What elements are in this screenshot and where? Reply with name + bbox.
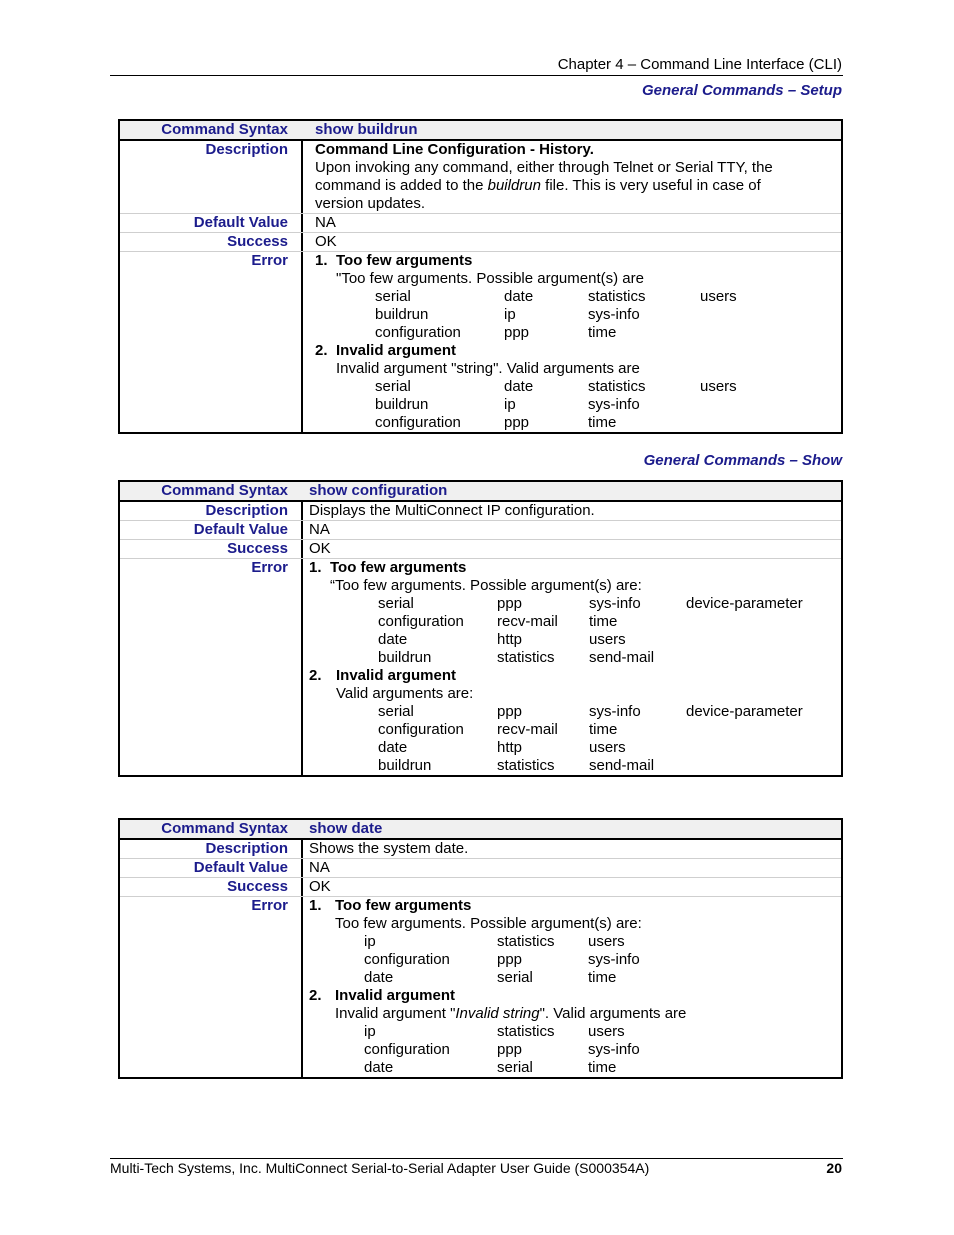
argument-cell: time [589,613,618,630]
error2-text: Invalid argument "string". Valid arguments are [336,360,640,377]
argument-cell: device-parameter [686,703,803,720]
argument-cell: time [588,324,617,341]
description-label: Description [205,141,288,158]
argument-cell: users [700,378,737,395]
argument-cell: statistics [588,378,646,395]
argument-cell: recv-mail [497,613,558,630]
argument-cell: ppp [504,414,530,431]
error2-title: Invalid argument [336,667,457,684]
argument-cell: statistics [588,288,646,305]
argument-cell: sys-info [588,306,640,323]
error2-title: Invalid argument [336,342,457,359]
description-text-post: file. This is very useful in case of version updates. [315,177,761,212]
argument-cell [700,414,800,432]
argument-cell: serial [497,1059,533,1076]
argument-cell: http [497,739,523,756]
error1-title: Too few arguments [330,559,467,576]
argument-cell: configuration [378,721,464,738]
description-value [301,141,841,213]
error-value [301,252,841,432]
default-label: Default Value [193,214,288,231]
error2-text-em: Invalid string [455,1005,540,1022]
argument-cell: sys-info [588,951,640,968]
argument-cell: sys-info [588,1041,640,1058]
argument-cell: send-mail [589,757,655,774]
header-rule [110,75,843,76]
argument-cell: sys-info [588,396,640,413]
argument-cell: ppp [497,1041,523,1058]
description-text-em: buildrun [487,177,541,194]
argument-cell: statistics [497,1023,555,1040]
default-value: NA [315,214,336,231]
footer-rule [110,1158,843,1159]
section-title-setup: General Commands – Setup [641,82,842,99]
error1-args [309,933,841,987]
error1-number: 1. [315,252,328,269]
argument-cell: users [700,288,737,305]
description-value: Displays the MultiConnect IP configuration. [309,502,595,519]
syntax-value: show configuration [309,482,448,499]
argument-cell: users [589,739,626,756]
error2-number: 2. [309,667,322,684]
argument-cell: configuration [364,951,450,968]
argument-cell: time [589,721,618,738]
error-label: Error [251,559,288,576]
command-table-show-configuration [118,480,843,777]
argument-cell: users [588,1023,625,1040]
argument-cell: date [364,1059,394,1076]
error-label: Error [251,252,288,269]
argument-cell: ip [364,1023,376,1040]
error1-number: 1. [309,559,322,576]
success-label: Success [227,540,288,557]
error2-args [315,378,841,432]
error1-number: 1. [309,897,322,914]
argument-cell: statistics [497,933,555,950]
syntax-value: show date [309,820,383,837]
argument-cell: date [378,631,408,648]
argument-cell: ppp [497,951,523,968]
argument-cell [686,613,836,631]
argument-cell: sys-info [589,595,641,612]
argument-cell: statistics [497,649,555,666]
argument-cell: send-mail [589,649,655,666]
argument-cell: sys-info [589,703,641,720]
argument-cell [686,757,836,775]
syntax-label: Command Syntax [161,121,288,138]
argument-cell: ip [504,396,516,413]
command-table-show-buildrun [118,119,843,434]
error1-title: Too few arguments [335,897,472,914]
error1-text: “Too few arguments. Possible argument(s) are: [330,577,642,594]
error2-text: Valid arguments are: [336,685,474,702]
argument-cell [700,324,800,342]
argument-cell: serial [378,595,414,612]
syntax-label: Command Syntax [161,820,288,837]
chapter-title: Chapter 4 – Command Line Interface (CLI) [557,56,842,73]
argument-cell: time [588,969,617,986]
error2-number: 2. [309,987,322,1004]
success-value: OK [315,233,337,250]
argument-cell [700,306,800,324]
section-title-show: General Commands – Show [643,452,842,469]
command-table-show-date [118,818,843,1079]
argument-cell: configuration [375,414,461,431]
success-label: Success [227,233,288,250]
error1-title: Too few arguments [336,252,473,269]
argument-cell: buildrun [378,757,432,774]
argument-cell: http [497,631,523,648]
argument-cell: configuration [364,1041,450,1058]
argument-cell: configuration [378,613,464,630]
argument-cell: time [588,1059,617,1076]
error2-number: 2. [315,342,328,359]
error2-text-pre: Invalid argument " [335,1005,456,1022]
error1-args [309,595,841,667]
argument-cell: serial [375,288,411,305]
description-text-pre: Upon invoking any command, either through Telnet or Serial TTY, the command is added to the [315,159,773,194]
argument-cell: ppp [504,324,530,341]
argument-cell: users [589,631,626,648]
description-value: Shows the system date. [309,840,469,857]
description-label: Description [205,502,288,519]
error1-text: "Too few arguments. Possible argument(s) are [336,270,644,287]
argument-cell: configuration [375,324,461,341]
error-value [301,559,841,775]
error-label: Error [251,897,288,914]
argument-cell: serial [378,703,414,720]
description-title: Command Line Configuration - History. [315,141,594,158]
error2-text-post: ". Valid arguments are [539,1005,687,1022]
error1-args [315,288,841,342]
error2-title: Invalid argument [335,987,456,1004]
argument-cell: time [588,414,617,431]
argument-cell [700,396,800,414]
error2-text [309,1005,841,1023]
syntax-value: show buildrun [315,121,418,138]
success-label: Success [227,878,288,895]
argument-cell [686,721,836,739]
argument-cell: date [378,739,408,756]
error2-args [309,703,841,775]
success-value: OK [309,878,331,895]
argument-cell: date [504,378,534,395]
argument-cell: recv-mail [497,721,558,738]
argument-cell: date [364,969,394,986]
argument-cell: serial [375,378,411,395]
argument-cell: buildrun [378,649,432,666]
argument-cell: device-parameter [686,595,803,612]
error-value [301,897,841,1077]
argument-cell: ip [504,306,516,323]
argument-cell: serial [497,969,533,986]
error1-text: Too few arguments. Possible argument(s) are: [335,915,642,932]
argument-cell [686,631,836,649]
argument-cell: ppp [497,703,523,720]
default-label: Default Value [193,859,288,876]
argument-cell: ppp [497,595,523,612]
argument-cell: users [588,933,625,950]
default-value: NA [309,521,330,538]
footer-text: Multi-Tech Systems, Inc. MultiConnect Serial-to-Serial Adapter User Guide (S000354A) [110,1160,650,1176]
description-label: Description [205,840,288,857]
success-value: OK [309,540,331,557]
syntax-label: Command Syntax [161,482,288,499]
argument-cell: buildrun [375,396,429,413]
argument-cell [686,739,836,757]
argument-cell: buildrun [375,306,429,323]
argument-cell [686,649,836,667]
default-label: Default Value [193,521,288,538]
error2-args [309,1023,841,1077]
default-value: NA [309,859,330,876]
argument-cell: date [504,288,534,305]
argument-cell: ip [364,933,376,950]
page-number: 20 [826,1160,842,1176]
argument-cell: statistics [497,757,555,774]
